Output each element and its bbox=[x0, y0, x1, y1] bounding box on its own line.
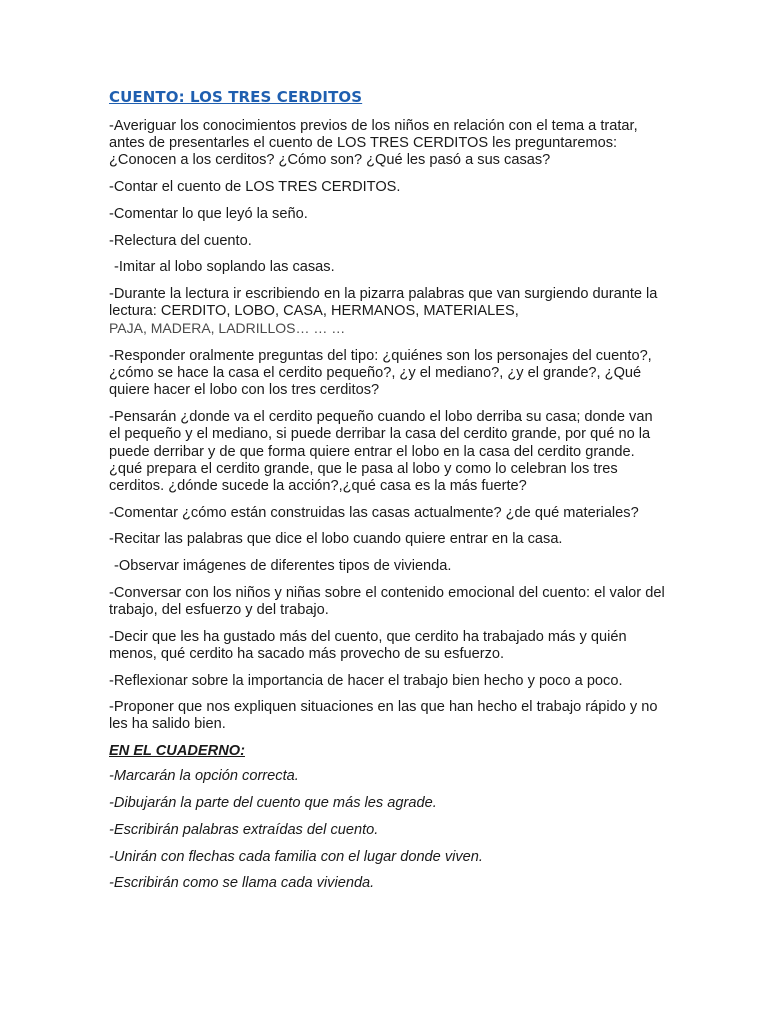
paragraph-7: -Responder oralmente preguntas del tipo: ¿quiénes son los personajes del cuento?, ¿cómo se hace la casa el cerdito pequeño?, ¿y el mediano?, ¿y el grande?, ¿Qué quiere hacer el lobo con los tres cerditos? bbox=[109, 348, 652, 399]
document-title: CUENTO: LOS TRES CERDITOS bbox=[109, 88, 363, 106]
paragraph-1: -Averiguar los conocimientos previos de los niños en relación con el tema a tratar, antes de presentarles el cuento de LOS TRES CERDITOS les preguntaremos: ¿Conocen a los cerditos? ¿Cómo son? ¿Qué les pasó a sus casas? bbox=[109, 118, 638, 169]
cuaderno-item-4: -Unirán con flechas cada familia con el lugar donde viven. bbox=[109, 848, 483, 865]
cuaderno-item-1: -Marcarán la opción correcta. bbox=[109, 768, 299, 785]
paragraph-5: -Imitar al lobo soplando las casas. bbox=[114, 259, 335, 276]
paragraph-4: -Relectura del cuento. bbox=[109, 232, 252, 249]
paragraph-14: -Reflexionar sobre la importancia de hacer el trabajo bien hecho y poco a poco. bbox=[109, 672, 623, 689]
paragraph-6 bbox=[109, 286, 665, 339]
cuaderno-item-2: -Dibujarán la parte del cuento que más les agrade. bbox=[109, 795, 437, 812]
paragraph-2: -Contar el cuento de LOS TRES CERDITOS. bbox=[109, 179, 401, 196]
paragraph-13: -Decir que les ha gustado más del cuento, que cerdito ha trabajado más y quién menos, qué cerdito ha sacado más provecho de su esfuerzo. bbox=[109, 628, 627, 662]
paragraph-6-words: PAJA, MADERA, LADRILLOS… … … bbox=[109, 320, 346, 337]
paragraph-9: -Comentar ¿cómo están construidas las casas actualmente? ¿de qué materiales? bbox=[109, 504, 639, 521]
cuaderno-item-3: -Escribirán palabras extraídas del cuento. bbox=[109, 821, 379, 838]
section-heading-cuaderno: EN EL CUADERNO: bbox=[109, 743, 245, 760]
paragraph-6-text: -Durante la lectura ir escribiendo en la pizarra palabras que van surgiendo durante la lectura: CERDITO, LOBO, CASA, HERMANOS, MATERIALES, bbox=[109, 285, 658, 320]
paragraph-15: -Proponer que nos expliquen situaciones en las que han hecho el trabajo rápido y no les ha salido bien. bbox=[109, 699, 658, 733]
paragraph-8: -Pensarán ¿donde va el cerdito pequeño cuando el lobo derriba su casa; donde van el pequeño y el mediano, si puede derribar la casa del cerdito grande, por qué no la puede derribar y de que forma quiere entrar el lobo en la casa del cerdito grande. ¿qué prepara el cerdito grande, que le pasa al lobo y como lo celebran los tres cerditos. ¿dónde sucede la acción?,¿qué casa es la más fuerte? bbox=[109, 409, 653, 494]
document-body bbox=[109, 118, 665, 902]
cuaderno-item-5: -Escribirán como se llama cada vivienda. bbox=[109, 875, 375, 892]
paragraph-3: -Comentar lo que leyó la seño. bbox=[109, 205, 308, 222]
paragraph-10: -Recitar las palabras que dice el lobo cuando quiere entrar en la casa. bbox=[109, 531, 563, 548]
paragraph-12: -Conversar con los niños y niñas sobre el contenido emocional del cuento: el valor del trabajo, del esfuerzo y del trabajo. bbox=[109, 584, 665, 618]
paragraph-11: -Observar imágenes de diferentes tipos de vivienda. bbox=[114, 558, 452, 575]
